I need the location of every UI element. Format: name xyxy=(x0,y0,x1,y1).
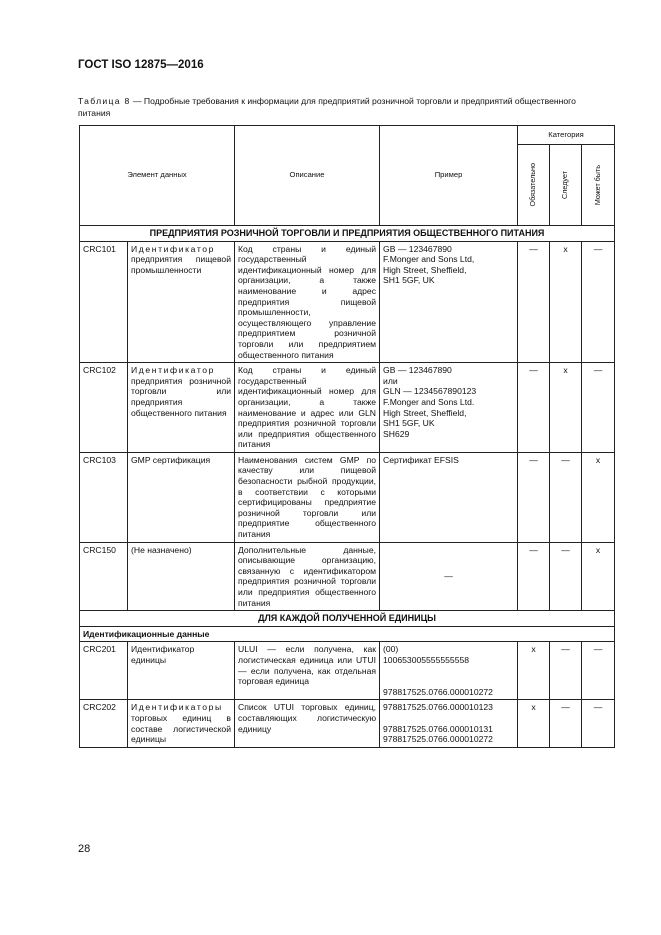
category-may: — xyxy=(582,642,615,700)
table-row xyxy=(80,542,615,611)
standard-title: ГОСТ ISO 12875—2016 xyxy=(78,59,204,71)
category-mandatory: — xyxy=(518,452,550,542)
header-may: Может быть xyxy=(582,145,615,226)
category-mandatory: x xyxy=(518,700,550,747)
caption-text: — Подробные требования к информации для предприятий розничной торговли и предприятий общественного питания xyxy=(78,96,576,118)
element-name-lead: Идентификатор xyxy=(131,365,216,376)
category-may: x xyxy=(582,452,615,542)
row-code: CRC201 xyxy=(80,642,128,700)
category-should: x xyxy=(550,241,582,363)
row-description: Дополнительные данные, описывающие организацию, связанную с идентификатором предприятия розничной торговли или предприятия общественного питания xyxy=(235,542,380,611)
example-line xyxy=(383,676,514,687)
example-line: F.Monger and Sons Ltd, xyxy=(383,254,475,265)
caption-prefix: Таблица 8 xyxy=(78,96,131,106)
subsection-identification: Идентификационные данные xyxy=(80,626,615,642)
section-each-unit: ДЛЯ КАЖДОЙ ПОЛУЧЕННОЙ ЕДИНИЦЫ xyxy=(80,611,615,627)
example-line: SH1 5GF, UK xyxy=(383,418,435,429)
row-element-name xyxy=(128,452,235,542)
example-line: GB — 123467890 xyxy=(383,243,452,254)
row-example xyxy=(380,542,518,611)
header-mandatory: Обязательно xyxy=(518,145,550,226)
category-may: — xyxy=(582,241,615,363)
row-description: Код страны и единый государственный идентификационный номер для организации, а также наименование и адрес предприятия пищевой промышленности, осуществляющего управление предприятием розничной торговли или предприятием общественного питания xyxy=(235,241,380,363)
element-name-rest: GMP сертификация xyxy=(131,454,211,465)
row-element-name xyxy=(128,700,235,747)
category-should: x xyxy=(550,363,582,453)
element-name-lead: Идентификатор xyxy=(131,243,216,254)
row-element-name xyxy=(128,642,235,700)
example-line: Сертификат EFSIS xyxy=(383,454,459,465)
row-description: ULUI — если получена, как логистическая единица или UTUI — если получена, как отдельная торговая единица xyxy=(235,642,380,700)
example-line: High Street, Sheffield, xyxy=(383,264,467,275)
element-name-lead: Идентификаторы xyxy=(131,702,223,713)
row-description: Код страны и единый государственный идентификационный номер для организации, а также наименование и адрес или GLN предприятия розничной торговли или предприятия общественного питания xyxy=(235,363,380,453)
row-code: CRC102 xyxy=(80,363,128,453)
example-line: 978817525.0766.000010272 xyxy=(383,734,493,745)
section-retail: ПРЕДПРИЯТИЯ РОЗНИЧНОЙ ТОРГОВЛИ И ПРЕДПРИЯТИЯ ОБЩЕСТВЕННОГО ПИТАНИЯ xyxy=(80,226,615,242)
example-line: GLN — 1234567890123 xyxy=(383,386,477,397)
example-line xyxy=(383,713,514,724)
category-may: x xyxy=(582,542,615,611)
example-line: GB — 123467890 xyxy=(383,365,452,376)
table-row xyxy=(80,241,615,363)
row-example xyxy=(380,363,518,453)
element-name-rest: (Не назначено) xyxy=(131,544,192,555)
page-number: 28 xyxy=(78,843,91,855)
example-line: SH1 5GF, UK xyxy=(383,275,435,286)
category-may: — xyxy=(582,700,615,747)
row-code: CRC101 xyxy=(80,241,128,363)
element-name-rest: торговых единиц в составе логистической единицы xyxy=(131,712,232,745)
row-example xyxy=(380,241,518,363)
category-mandatory: — xyxy=(518,363,550,453)
element-name-rest: предприятия пищевой промышленности xyxy=(131,254,232,275)
category-mandatory: — xyxy=(518,542,550,611)
example-line: или xyxy=(383,375,398,386)
table-row xyxy=(80,700,615,747)
row-example xyxy=(380,700,518,747)
header-should: Следует xyxy=(550,145,582,226)
example-line: 100653005555555558 xyxy=(383,654,470,665)
category-should: — xyxy=(550,700,582,747)
example-line: — xyxy=(444,571,453,582)
row-element-name xyxy=(128,241,235,363)
row-element-name xyxy=(128,542,235,611)
requirements-table xyxy=(79,125,615,748)
category-mandatory: — xyxy=(518,241,550,363)
category-should: — xyxy=(550,542,582,611)
element-name-rest: предприятия розничной торговли или предприятия общественного питания xyxy=(131,375,232,418)
header-description: Описание xyxy=(235,126,380,226)
table-row xyxy=(80,642,615,700)
row-description: Наименования систем GMP по качеству или пищевой безопасности рыбной продукции, в соответствии с которыми сертифицированы предприятие розничной торговли или предприятие общественного питания xyxy=(235,452,380,542)
row-code: CRC150 xyxy=(80,542,128,611)
table-row xyxy=(80,363,615,453)
example-line: 978817525.0766.000010123 xyxy=(383,702,493,713)
row-example xyxy=(380,642,518,700)
example-line: 978817525.0766.000010272 xyxy=(383,686,493,697)
category-should: — xyxy=(550,642,582,700)
category-mandatory: x xyxy=(518,642,550,700)
category-may: — xyxy=(582,363,615,453)
example-line: SH629 xyxy=(383,428,410,439)
example-line xyxy=(383,666,514,677)
example-line: F.Monger and Sons Ltd. xyxy=(383,396,475,407)
header-example: Пример xyxy=(380,126,518,226)
header-category: Категория xyxy=(518,126,615,145)
example-line: (00) xyxy=(383,644,399,655)
row-example xyxy=(380,452,518,542)
header-element: Элемент данных xyxy=(80,126,235,226)
category-should: — xyxy=(550,452,582,542)
example-line: 978817525.0766.000010131 xyxy=(383,723,493,734)
row-description: Список UTUI торговых единиц, составляющих логистическую единицу xyxy=(235,700,380,747)
element-name-rest: Идентификатор единицы xyxy=(131,644,195,665)
table-caption xyxy=(78,95,600,119)
row-element-name xyxy=(128,363,235,453)
row-code: CRC202 xyxy=(80,700,128,747)
row-code: CRC103 xyxy=(80,452,128,542)
table-row xyxy=(80,452,615,542)
example-line: High Street, Sheffield, xyxy=(383,407,467,418)
